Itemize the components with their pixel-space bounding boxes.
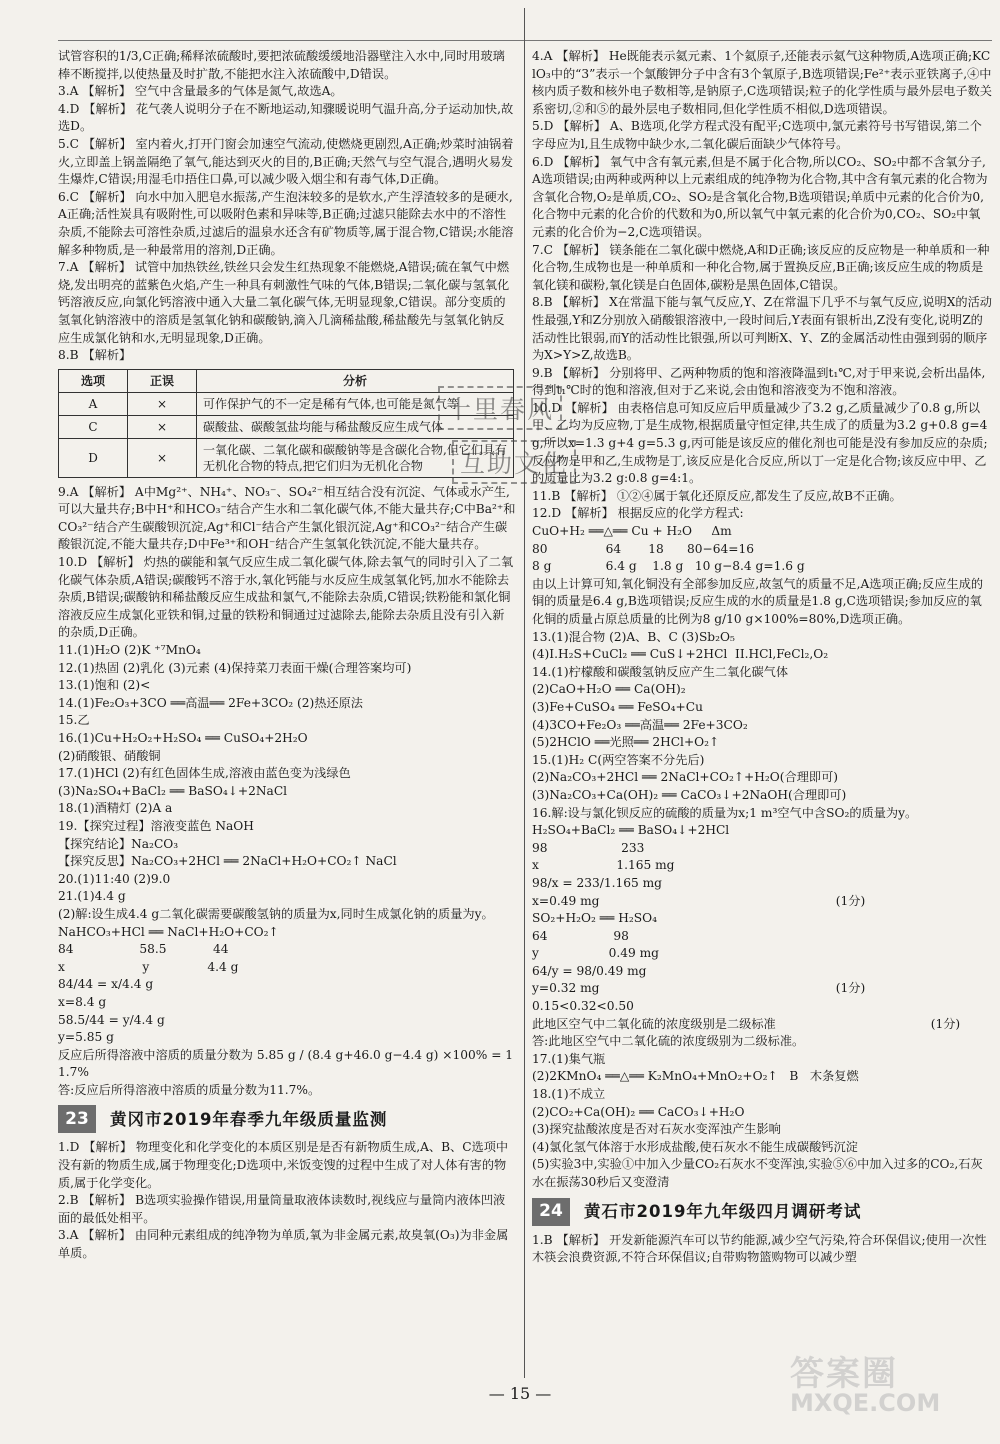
stamp-text: 互助文化 (452, 440, 576, 484)
section-number: 24 (532, 1198, 570, 1226)
answer-text: 反应后所得溶液中溶质的质量分数为 5.85 g / (8.4 g+46.0 g−4.4 g) ×100% = 11.7% (58, 1047, 514, 1080)
right-answers-bottom (532, 1232, 992, 1267)
answer-text: y=5.85 g (58, 1030, 114, 1045)
page-number: — 15 — (488, 1384, 552, 1403)
answer-text: 84 58.5 44 (58, 942, 229, 957)
table-cell: D (59, 438, 128, 477)
answer-text: (3)Na₂SO₄+BaCl₂ ══ BaSO₄↓+2NaCl (58, 783, 288, 798)
table-cell: 可作保护气的不一定是稀有气体,也可能是氮气等 (197, 392, 514, 415)
table-cell: × (128, 415, 197, 438)
answer-text: 3.A 【解析】 由同种元素组成的纯净物为单质,氧为非金属元素,故臭氧(O₃)为非金属单质。 (58, 1228, 509, 1261)
answer-text: (2)Na₂CO₃+2HCl ══ 2NaCl+CO₂↑+H₂O(合理即可) (532, 770, 839, 785)
answer-text: 6.D 【解析】 氧气中含有氧元素,但是不属于化合物,所以CO₂、SO₂中都不含氧分子,A选项错误;由两种或两种以上元素组成的纯净物为化合物,其中含有氧元素的化合物为含氧化合物,O₂是单质,CO₂、SO₂是含氧化合物,B选项错误;单质中元素的化合价为0,化合物中元素的化合价的代数和为0,所以氧气中氧元素的化合价为0,CO₂、SO₂中氧元素的化合价为−2,C选项错误。 (532, 154, 988, 239)
answer-text: 9.B 【解析】 分别将甲、乙两种物质的饱和溶液降温到t₁℃,对于甲来说,会析出晶体,得到t₁℃时的饱和溶液,但对于乙来说,会由饱和溶液变为不饱和溶液。 (532, 365, 986, 398)
left-answers-mid (58, 484, 516, 1100)
answer-text: 12.(1)热固 (2)乳化 (3)元素 (4)保持菜刀表面干燥(合理答案均可) (58, 660, 412, 675)
answer-text: 84/44 = x/4.4 g (58, 977, 154, 992)
answer-text: x=8.4 g (58, 994, 107, 1009)
section-heading-24 (532, 1198, 992, 1226)
section-number: 23 (58, 1105, 96, 1133)
answer-text: 10.D 【解析】 灼热的碳能和氧气反应生成二氧化碳气体,除去氧气的同时引入了二氧化碳气体杂质,A错误;碳酸钙不溶于水,氧化钙能与水反应生成氢氧化钙,加水不能除去杂质,B错误;碳酸钠和稀盐酸反应生成盐和氯气,不能除去杂质,C错误;铁粉能和氯化铜溶液反应生成氯化亚铁和铜,过量的铁粉和铜通过过滤除去,能除去杂质且没有引入新的杂质,D正确。 (58, 555, 514, 640)
answer-text: 20.(1)11:40 (2)9.0 (58, 871, 171, 886)
answer-text: (2)解:设生成4.4 g二氧化碳需要碳酸氢钠的质量为x,同时生成氯化钠的质量为y。 (58, 906, 494, 921)
answer-text: 【探究反思】Na₂CO₃+2HCl ══ 2NaCl+H₂O+CO₂↑ NaCl (58, 854, 397, 869)
answer-text: 16.解:设与氯化钡反应的硫酸的质量为x;1 m³空气中含SO₂的质量为y。 (532, 805, 918, 820)
answer-text: (4)I.H₂S+CuCl₂ ══ CuS↓+2HCl II.HCl,FeCl₂,O₂ (532, 647, 829, 662)
table-cell: × (128, 392, 197, 415)
answer-text: 试管容积的1/3,C正确;稀释浓硫酸时,要把浓硫酸缓缓地沿器壁注入水中,同时用玻璃棒不断搅拌,以使热量及时扩散,不能把水注入浓硫酸中,D错误。 (58, 49, 505, 81)
answer-text: 0.15<0.32<0.50 (532, 999, 634, 1014)
table-cell: C (59, 415, 128, 438)
answer-text: 5.C 【解析】 室内着火,打开门窗会加速空气流动,使燃烧更剧烈,A正确;炒菜时油锅着火,立即盖上锅盖隔绝了氧气,能达到灭火的目的,B正确;天然气与空气混合,遇明火易发生爆炸,C错误;用湿毛巾捂住口鼻,可以减少吸入烟尘和有毒气体,D正确。 (58, 136, 514, 187)
answer-text: (4)氯化氢气体溶于水形成盐酸,使石灰水不能生成碳酸钙沉淀 (532, 1139, 858, 1154)
answer-text: 1.D 【解析】 物理变化和化学变化的本质区别是是否有新物质生成,A、B、C选项中没有新的物质生成,属于物理变化;D选项中,米饭变馊的过程中生成了对人体有害的物质,属于化学变化。 (58, 1140, 509, 1190)
answer-text: y 0.49 mg (532, 946, 659, 961)
answer-text: 15.乙 (58, 713, 90, 728)
answer-text: 13.(1)混合物 (2)A、B、C (3)Sb₂O₅ (532, 629, 735, 644)
answer-text: 2.B 【解析】 B选项实验操作错误,用量筒量取液体读数时,视线应与量筒内液体凹液面的最低处相平。 (58, 1193, 506, 1225)
answer-text: (5)2HClO ══光照══ 2HCl+O₂↑ (532, 735, 720, 750)
answer-text: 6.C 【解析】 向水中加入肥皂水振荡,产生泡沫较多的是软水,产生浮渣较多的是硬水,A正确;活性炭具有吸附性,可以吸附色素和异味等,B正确;过滤只能除去水中的不溶性杂质,不能除去可溶性杂质,过滤后的温泉水还含有矿物质等,属于混合物,C错误;水能溶解多种物质,是一种最常用的溶剂,D正确。 (58, 189, 514, 257)
stamp-overlay (438, 386, 654, 496)
answer-text: 5.D 【解析】 A、B选项,化学方程式没有配平;C选项中,氯元素符号书写错误,第二个字母应为l,且生成物中缺少水,二氧化碳后面缺少气体符号。 (532, 119, 982, 151)
answer-text: 18.(1)酒精灯 (2)A a (58, 801, 173, 816)
stamp-text: 十里春风 (438, 386, 562, 430)
left-column (58, 48, 516, 1263)
answer-text: 8.B 【解析】 (58, 348, 132, 363)
answer-text: (5)实验3中,实验①中加入少量CO₂石灰水不变浑浊,实验⑤⑥中加入过多的CO₂,石灰水在振荡30秒后又变澄清 (532, 1157, 983, 1189)
table-cell: 一氧化碳、二氧化碳和碳酸钠等是含碳化合物,但它们具有无机化合物的特点,把它们归为无机化合物 (197, 438, 514, 477)
column-divider (524, 8, 525, 1378)
answer-text: 7.A 【解析】 试管中加热铁丝,铁丝只会发生红热现象不能燃烧,A错误;硫在氧气中燃烧,发出明亮的蓝紫色火焰,产生一种具有刺激性气味的气体,B错误;二氧化碳与氢氧化钙溶液反应,向氯化钙溶液中通入大量二氧化碳气体,无明显现象,C错误。部分变质的氢氧化钠溶液中的溶质是氢氧化钠和碳酸钠,滴入几滴稀盐酸,稀盐酸先与氢氧化钠反应生成氯化钠和水,无明显现象,D正确。 (58, 260, 510, 345)
answer-text: 3.A 【解析】 空气中含量最多的气体是氮气,故选A。 (58, 84, 343, 99)
answer-text: 98 233 (532, 840, 645, 855)
answer-text: (2)2KMnO₄ ══△══ K₂MnO₄+MnO₂+O₂↑ B 木条复燃 (532, 1069, 859, 1084)
answer-text: 18.(1)不成立 (532, 1087, 606, 1102)
answer-text: 8.B 【解析】 X在常温下能与氧气反应,Y、Z在常温下几乎不与氧气反应,说明X的活动性最强,Y和Z分别放入硝酸银溶液中,一段时间后,Y表面有银析出,Z没有变化,说明Z的活动性比银弱,而Y的活动性比银强,所以可判断X、Y、Z的金属活动性由强到弱的顺序为X>Y>Z,故选B。 (532, 295, 992, 363)
answer-text: 7.C 【解析】 镁条能在二氧化碳中燃烧,A和D正确;该反应的反应物是一种单质和一种化合物,生成物也是一种单质和一种化合物,属于置换反应,B正确;该反应生成的物质是氧化镁和碳粉,氧化镁是白色固体,碳粉是黑色固体,C错误。 (532, 242, 990, 292)
answer-text: y=0.32 mg (1分) (532, 981, 866, 996)
answer-text: 8 g 6.4 g 1.8 g 10 g−8.4 g=1.6 g (532, 559, 805, 574)
answer-text: (2)CaO+H₂O ══ Ca(OH)₂ (532, 682, 686, 697)
answer-text: 64/y = 98/0.49 mg (532, 963, 647, 978)
answer-text: 16.(1)Cu+H₂O₂+H₂SO₄ ══ CuSO₄+2H₂O (58, 731, 308, 745)
answer-text: 12.D 【解析】 根据反应的化学方程式: (532, 506, 744, 521)
answer-text: 4.D 【解析】 花气袭人说明分子在不断地运动,知骤暖说明气温升高,分子运动加快,故选D。 (58, 101, 514, 134)
section-heading-23 (58, 1105, 516, 1133)
answer-text: 答:反应后所得溶液中溶质的质量分数为11.7%。 (58, 1082, 321, 1097)
top-rule (58, 40, 992, 41)
answer-text: 98/x = 233/1.165 mg (532, 875, 662, 890)
answer-text: 80 64 18 80−64=16 (532, 541, 754, 556)
table-header: 分析 (197, 369, 514, 392)
left-answers-bottom (58, 1139, 516, 1262)
answer-text: 【探究结论】Na₂CO₃ (58, 836, 179, 851)
answer-text: (3)Fe+CuSO₄ ══ FeSO₄+Cu (532, 699, 703, 714)
answer-text: x 1.165 mg (532, 858, 675, 873)
table-header: 正误 (128, 369, 197, 392)
answer-text: 15.(1)H₂ C(两空答案不分先后) (532, 752, 705, 767)
answer-text: 1.B 【解析】 开发新能源汽车可以节约能源,减少空气污染,符合环保倡议;使用一次性木筷会浪费资源,不符合环保倡议;自带购物篮购物可以减少塑 (532, 1232, 987, 1265)
answer-text: 17.(1)HCl (2)有红色固体生成,溶液由蓝色变为浅绿色 (58, 766, 351, 781)
answer-text: 11.(1)H₂O (2)K ⁺⁷MnO₄ (58, 643, 201, 658)
answer-text: (2)硝酸银、硝酸铜 (58, 748, 161, 763)
right-answers-top (532, 48, 992, 1192)
answer-text: NaHCO₃+HCl ══ NaCl+H₂O+CO₂↑ (58, 924, 279, 939)
answer-text: 11.B 【解析】 ①②④属于氧化还原反应,都发生了反应,故B不正确。 (532, 488, 902, 503)
answer-text: x y 4.4 g (58, 959, 239, 974)
answer-text: 17.(1)集气瓶 (532, 1051, 606, 1066)
answer-text: 此地区空气中二氧化硫的浓度级别是二级标准 (1分) (532, 1016, 961, 1031)
answer-text: 58.5/44 = y/4.4 g (58, 1012, 165, 1027)
table-header: 选项 (59, 369, 128, 392)
section-title: 黄冈市2019年春季九年级质量监测 (110, 1109, 388, 1129)
answer-text: 由以上计算可知,氧化铜没有全部参加反应,故氢气的质量不足,A选项正确;反应生成的铜的质量是6.4 g,B选项错误;反应生成的水的质量是1.8 g,C选项错误;参加反应的氧化铜的质量占原总质量的比例为8 g/10 g×100%=80%,D选项正确。 (532, 576, 984, 626)
table-cell: × (128, 438, 197, 477)
table-cell: A (59, 392, 128, 415)
answer-text: 9.A 【解析】 A中Mg²⁺、NH₄⁺、NO₃⁻、SO₄²⁻相互结合没有沉淀、气体或水产生,可以大量共存;B中H⁺和HCO₃⁻结合产生水和二氧化碳气体,不能大量共存;C中Ba²⁺和CO₃²⁻结合产生碳酸钡沉淀,Ag⁺和Cl⁻结合产生氯化银沉淀,Ag⁺和CO₃²⁻结合产生碳酸银沉淀,不能大量共存;D中Fe³⁺和OH⁻结合产生氢氧化铁沉淀,不能大量共存。 (58, 484, 516, 552)
answer-text: (4)3CO+Fe₂O₃ ══高温══ 2Fe+3CO₂ (532, 717, 748, 732)
answer-text: 21.(1)4.4 g (58, 889, 126, 904)
watermark-text: MXQE.COM (790, 1389, 941, 1417)
answer-text: 14.(1)Fe₂O₃+3CO ══高温══ 2Fe+3CO₂ (2)热还原法 (58, 695, 363, 710)
table-cell: 碳酸盐、碳酸氢盐均能与稀盐酸反应生成气体 (197, 415, 514, 438)
answer-text: 4.A 【解析】 He既能表示氦元素、1个氦原子,还能表示氦气这种物质,A选项正确;KClO₃中的“3”表示一个氯酸钾分子中含有3个氧原子,B选项错误;Fe²⁺表示亚铁离子,④中核内质子数和核外电子数相等,是钠原子,C选项错误;粒子的化学性质与最外层电子数关系密切,②和⑤的最外层电子数相同,但化学性质不相似,D选项错误。 (532, 49, 992, 116)
answer-text: 答:此地区空气中二氧化硫的浓度级别为二级标准。 (532, 1034, 805, 1049)
answer-text: x=0.49 mg (1分) (532, 893, 866, 908)
answer-text: (3)探究盐酸浓度是否对石灰水变浑浊产生影响 (532, 1122, 781, 1137)
right-column (532, 48, 992, 1267)
watermark-text: 答案圈 (790, 1354, 898, 1394)
answer-text: 13.(1)饱和 (2)< (58, 678, 151, 693)
answer-text: 14.(1)柠檬酸和碳酸氢钠反应产生二氧化碳气体 (532, 664, 789, 679)
section-title: 黄石市2019年九年级四月调研考试 (584, 1201, 862, 1221)
answer-text: 19.【探究过程】溶液变蓝色 NaOH (58, 818, 254, 833)
watermark-logo (790, 1346, 990, 1438)
answer-text: H₂SO₄+BaCl₂ ══ BaSO₄↓+2HCl (532, 823, 730, 838)
answer-text: CuO+H₂ ══△══ Cu + H₂O Δm (532, 524, 732, 539)
left-answers-top (58, 48, 516, 365)
answer-text: (3)Na₂CO₃+Ca(OH)₂ ══ CaCO₃↓+2NaOH(合理即可) (532, 787, 847, 802)
answer-text: SO₂+H₂O₂ ══ H₂SO₄ (532, 911, 657, 926)
answer-text: (2)CO₂+Ca(OH)₂ ══ CaCO₃↓+H₂O (532, 1104, 745, 1119)
answer-text: 64 98 (532, 928, 629, 943)
answer-text: 10.D 【解析】 由表格信息可知反应后甲质量减少了3.2 g,乙质量减少了0.8 g,所以甲、乙均为反应物,丁是生成物,根据质量守恒定律,共生成了的质量为3.2 g+0.8 g=4 g,所以x=1.3 g+4 g=5.3 g,丙可能是该反应的催化剂也可能是没有参加反应的杂质;反应物是甲和乙,生成物是丁,该反应是化合反应,所以丁一定是化合物;该反应中甲、乙的质量比为3.2 g:0.8 g=4:1。 (532, 400, 992, 486)
